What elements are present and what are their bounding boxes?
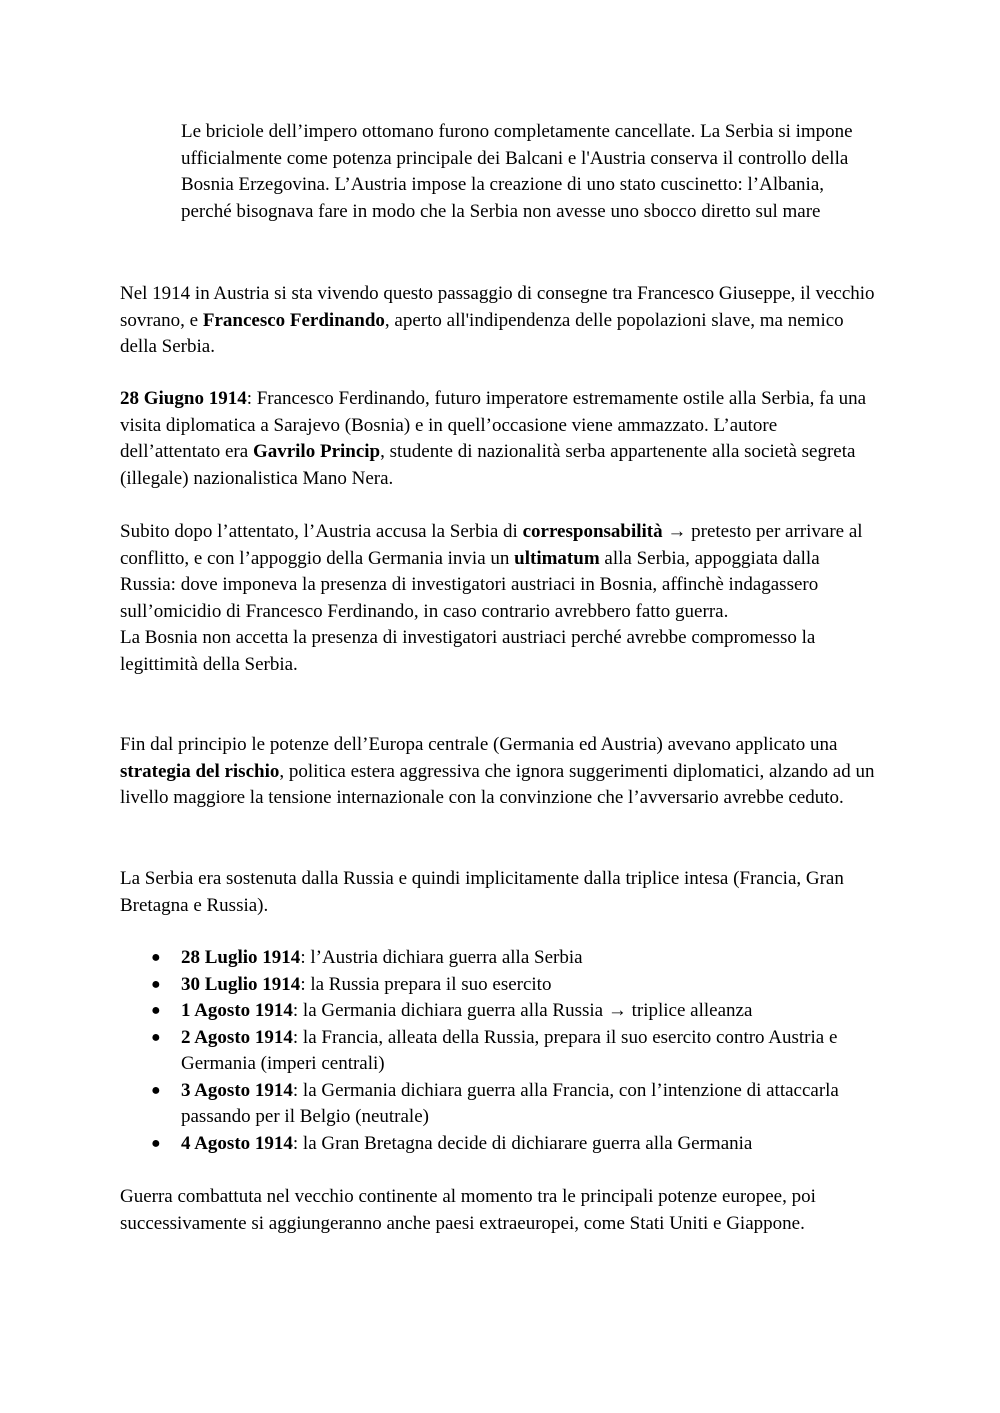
paragraph-ottoman-aftermath: Le briciole dell’impero ottomano furono completamente cancellate. La Serbia si impone ufficialmente come potenza principale dei Balcani e l'Austria conserva il controllo della Bosnia Erzegovina. L’Austria impose la creazione di uno stato cuscinetto: l’Albania, perché bisognava fare in modo che la Serbia non avesse uno sbocco diretto sul mare [181, 121, 853, 222]
list-item [120, 945, 880, 972]
text-run: : Francesco Ferdinando, futuro imperatore estremamente ostile alla Serbia, fa una visita diplomatica a Sarajevo (Bosnia) e in quell’occasione viene ammazzato. L’autore dell’attentato era [120, 388, 867, 462]
event-date: 30 Luglio 1914 [181, 973, 301, 995]
paragraph-sarajevo-assassination [120, 386, 880, 492]
text-run: , politica estera aggressiva che ignora suggerimenti diplomatici, alzando ad un livello maggiore la tensione internazionale con la convinzione che l’avversario avrebbe ceduto. [120, 760, 875, 808]
bullet: ● [151, 1081, 161, 1099]
list-item [120, 998, 880, 1025]
text-run: alla Serbia, appoggiata dalla Russia: dove imponeva la presenza di investigatori austriaci in Bosnia, affinchè indagassero sull’omicidio di Francesco Ferdinando, in caso contrario avrebbero fatto guerra. [120, 547, 820, 622]
event-text: : la Germania dichiara guerra alla Russia → triplice alleanza [292, 1000, 753, 1021]
list-item [120, 972, 880, 999]
bold-term-francesco-ferdinando: Francesco Ferdinando [202, 309, 385, 331]
bold-term-corresponsabilita: corresponsabilità [522, 521, 663, 542]
bullet: ● [151, 1002, 161, 1019]
event-date: 1 Agosto 1914 [181, 1000, 293, 1021]
event-text: : la Germania dichiara guerra alla Francia, con l’intenzione di attaccarla passando per il Belgio (neutrale) [181, 1079, 839, 1127]
bold-term-strategia-del-rischio: strategia del rischio [120, 760, 280, 782]
text-run: Nel 1914 in Austria si sta vivendo questo passaggio di consegne tra Francesco Giuseppe, il vecchio sovrano, e [120, 283, 875, 331]
bullet: ● [151, 975, 161, 993]
paragraph-conclusion: Guerra combattuta nel vecchio continente al momento tra le principali potenze europee, poi successivamente si aggiungeranno anche paesi extraeuropei, come Stati Uniti e Giappone. [120, 1186, 816, 1234]
paragraph-succession-1914 [120, 281, 880, 361]
paragraph-strategia-rischio [120, 732, 880, 812]
bullet: ● [151, 1134, 161, 1152]
list-item [120, 1131, 880, 1158]
text-run: Subito dopo l’attentato, l’Austria accusa la Serbia di [120, 521, 523, 542]
text-run: Fin dal principio le potenze dell’Europa centrale (Germania ed Austria) avevano applicato una [120, 734, 838, 755]
text-run: , aperto all'indipendenza delle popolazioni slave, ma nemico della Serbia. [120, 309, 844, 357]
event-date: 2 Agosto 1914 [181, 1026, 293, 1048]
bold-term-gavrilo-princip: Gavrilo Princip [252, 441, 381, 462]
bullet: ● [151, 949, 161, 966]
event-date: 28 Luglio 1914 [181, 947, 301, 968]
text-run: , studente di nazionalità serba appartenente alla società segreta (illegale) nazionalistica Mano Nera. [120, 441, 856, 489]
list-item [120, 1025, 880, 1078]
list-item [120, 1078, 880, 1131]
bold-date-28-giugno: 28 Giugno 1914 [120, 388, 247, 409]
paragraph-ultimatum [120, 519, 880, 678]
text-run: La Bosnia non accetta la presenza di investigatori austriaci perché avrebbe compromesso la legittimità della Serbia. [120, 627, 816, 675]
event-text: : la Francia, alleata della Russia, prepara il suo esercito contro Austria e Germania (imperi centrali) [181, 1026, 838, 1074]
text-run: → pretesto per arrivare al conflitto, e con l’appoggio della Germania invia un [120, 521, 863, 569]
bold-term-ultimatum: ultimatum [514, 547, 600, 569]
timeline-list [120, 945, 880, 1157]
event-text: : la Russia prepara il suo esercito [300, 973, 552, 995]
paragraph-triplice-intesa: La Serbia era sostenuta dalla Russia e quindi implicitamente dalla triplice intesa (Francia, Gran Bretagna e Russia). [120, 868, 844, 916]
bullet: ● [151, 1028, 161, 1046]
event-text: : la Gran Bretagna decide di dichiarare guerra alla Germania [292, 1132, 753, 1154]
event-date: 4 Agosto 1914 [181, 1132, 293, 1154]
event-date: 3 Agosto 1914 [181, 1079, 293, 1101]
event-text: : l’Austria dichiara guerra alla Serbia [300, 947, 583, 968]
